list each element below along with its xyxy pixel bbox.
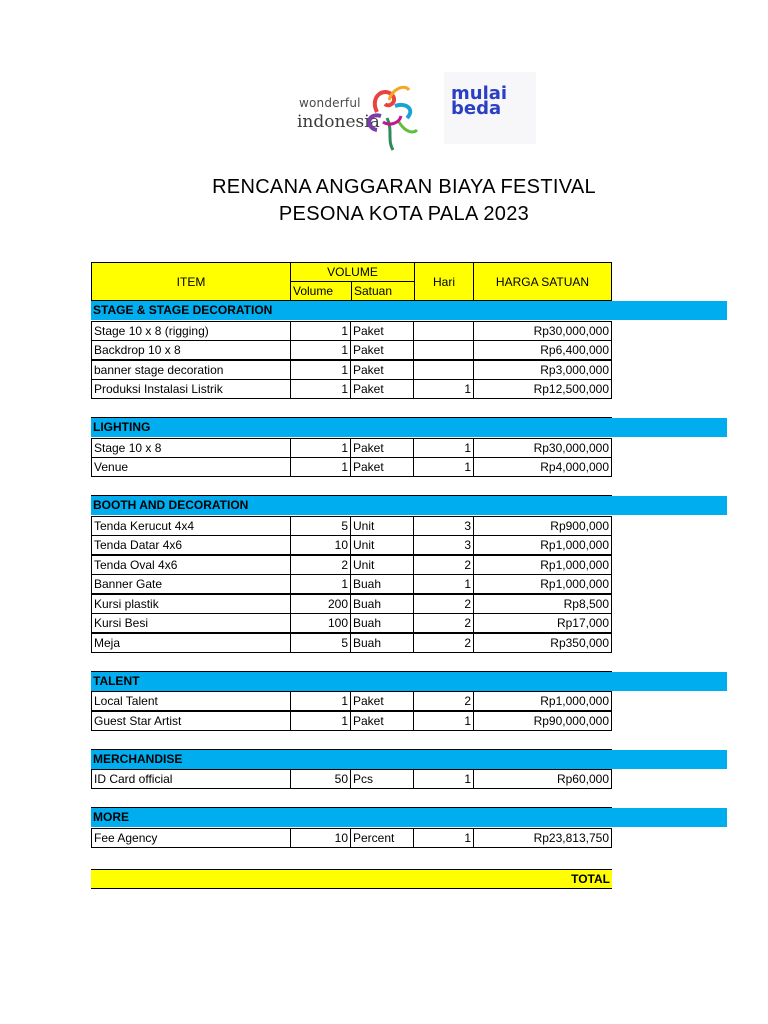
cell-harga-satuan: Rp30,000,000 [473, 438, 612, 458]
cell-item: Tenda Kerucut 4x4 [91, 516, 291, 536]
mulai-beda-logo [451, 83, 508, 119]
cell-hari: 1 [413, 711, 474, 731]
table-row [91, 769, 611, 789]
table-row [91, 691, 611, 711]
cell-satuan: Paket [350, 321, 414, 341]
cell-satuan: Paket [350, 360, 414, 380]
cell-satuan: Pcs [350, 769, 414, 789]
cell-satuan: Unit [350, 535, 414, 555]
cell-volume: 1 [290, 340, 351, 360]
logo-indonesia-text: indonesia [297, 112, 380, 132]
header-harga-satuan: HARGA SATUAN [495, 274, 590, 289]
cell-hari: 3 [413, 535, 474, 555]
cell-hari: 1 [413, 457, 474, 477]
garuda-bird-icon [359, 82, 423, 152]
table-row [91, 555, 611, 575]
cell-volume: 1 [290, 438, 351, 458]
cell-hari: 2 [413, 555, 474, 575]
header-item: ITEM [92, 263, 291, 300]
cell-volume: 1 [290, 711, 351, 731]
logo-mulai-text: mulai [451, 83, 508, 104]
cell-harga-satuan: Rp1,000,000 [473, 555, 612, 575]
cell-item: ID Card official [91, 769, 291, 789]
table-row [91, 379, 611, 399]
cell-harga-satuan: Rp3,000,000 [473, 360, 612, 380]
cell-harga-satuan: Rp900,000 [473, 516, 612, 536]
cell-volume: 200 [290, 594, 351, 614]
cell-volume: 1 [290, 574, 351, 594]
cell-satuan: Paket [350, 457, 414, 477]
cell-hari: 2 [413, 691, 474, 711]
header-hari: Hari [415, 263, 474, 300]
cell-harga-satuan: Rp8,500 [473, 594, 612, 614]
cell-item: Stage 10 x 8 [91, 438, 291, 458]
document-title-line2: PESONA KOTA PALA 2023 [278, 203, 530, 225]
section-header: STAGE & STAGE DECORATION [91, 301, 727, 320]
section-header: MERCHANDISE [91, 750, 727, 769]
cell-satuan: Buah [350, 574, 414, 594]
total-row: TOTAL [91, 869, 612, 889]
cell-hari: 2 [413, 613, 474, 633]
cell-harga-satuan: Rp30,000,000 [473, 321, 612, 341]
cell-harga-satuan: Rp23,813,750 [473, 828, 612, 848]
cell-satuan: Percent [350, 828, 414, 848]
cell-volume: 1 [290, 360, 351, 380]
table-row [91, 594, 611, 614]
section-header: MORE [91, 808, 727, 827]
cell-hari: 1 [413, 438, 474, 458]
cell-item: Produksi Instalasi Listrik [91, 379, 291, 399]
cell-hari: 1 [413, 574, 474, 594]
document-title-line1: RENCANA ANGGARAN BIAYA FESTIVAL [212, 176, 596, 198]
table-row [91, 516, 611, 536]
cell-item: Banner Gate [91, 574, 291, 594]
cell-hari: 1 [413, 769, 474, 789]
cell-harga-satuan: Rp350,000 [473, 633, 612, 653]
table-row [91, 438, 611, 458]
header-volume-sub: Volume [291, 282, 352, 300]
cell-satuan: Unit [350, 555, 414, 575]
cell-hari: 2 [413, 633, 474, 653]
cell-hari [413, 321, 474, 341]
logo-beda-text: beda [451, 98, 502, 119]
cell-item: Tenda Datar 4x6 [91, 535, 291, 555]
cell-volume: 50 [290, 769, 351, 789]
cell-item: Stage 10 x 8 (rigging) [91, 321, 291, 341]
cell-volume: 5 [290, 516, 351, 536]
table-row [91, 535, 611, 555]
table-row [91, 711, 611, 731]
cell-volume: 100 [290, 613, 351, 633]
cell-item: Local Talent [91, 691, 291, 711]
cell-volume: 10 [290, 535, 351, 555]
cell-volume: 1 [290, 321, 351, 341]
header-satuan: Satuan [352, 282, 415, 300]
cell-hari [413, 340, 474, 360]
cell-hari: 3 [413, 516, 474, 536]
cell-harga-satuan: Rp1,000,000 [473, 691, 612, 711]
cell-volume: 10 [290, 828, 351, 848]
table-row [91, 340, 611, 360]
cell-harga-satuan: Rp60,000 [473, 769, 612, 789]
cell-satuan: Paket [350, 340, 414, 360]
logo-wonderful-text: wonderful [299, 96, 361, 110]
section-header: BOOTH AND DECORATION [91, 496, 727, 515]
cell-harga-satuan: Rp6,400,000 [473, 340, 612, 360]
cell-satuan: Buah [350, 633, 414, 653]
cell-satuan: Buah [350, 613, 414, 633]
table-header [91, 262, 612, 301]
cell-harga-satuan: Rp1,000,000 [473, 535, 612, 555]
cell-item: Guest Star Artist [91, 711, 291, 731]
cell-volume: 2 [290, 555, 351, 575]
cell-hari: 1 [413, 828, 474, 848]
table-row [91, 828, 611, 848]
cell-item: Kursi plastik [91, 594, 291, 614]
cell-harga-satuan: Rp17,000 [473, 613, 612, 633]
cell-item: Backdrop 10 x 8 [91, 340, 291, 360]
cell-satuan: Paket [350, 691, 414, 711]
cell-satuan: Paket [350, 711, 414, 731]
cell-item: Tenda Oval 4x6 [91, 555, 291, 575]
cell-satuan: Paket [350, 438, 414, 458]
cell-hari: 1 [413, 379, 474, 399]
cell-item: Venue [91, 457, 291, 477]
table-row [91, 633, 611, 653]
header-volume: VOLUME [291, 263, 415, 282]
cell-satuan: Unit [350, 516, 414, 536]
cell-satuan: Buah [350, 594, 414, 614]
cell-satuan: Paket [350, 379, 414, 399]
cell-harga-satuan: Rp4,000,000 [473, 457, 612, 477]
cell-harga-satuan: Rp1,000,000 [473, 574, 612, 594]
cell-hari [413, 360, 474, 380]
table-row [91, 360, 611, 380]
table-row [91, 457, 611, 477]
cell-hari: 2 [413, 594, 474, 614]
cell-item: banner stage decoration [91, 360, 291, 380]
cell-item: Fee Agency [91, 828, 291, 848]
table-row [91, 613, 611, 633]
cell-item: Kursi Besi [91, 613, 291, 633]
section-header: TALENT [91, 672, 727, 691]
wonderful-indonesia-logo [297, 86, 422, 146]
cell-volume: 1 [290, 379, 351, 399]
section-header: LIGHTING [91, 418, 727, 437]
logo-area [297, 83, 547, 158]
cell-harga-satuan: Rp90,000,000 [473, 711, 612, 731]
cell-item: Meja [91, 633, 291, 653]
cell-volume: 1 [290, 691, 351, 711]
cell-volume: 1 [290, 457, 351, 477]
cell-volume: 5 [290, 633, 351, 653]
table-row [91, 574, 611, 594]
table-row [91, 321, 611, 341]
cell-harga-satuan: Rp12,500,000 [473, 379, 612, 399]
